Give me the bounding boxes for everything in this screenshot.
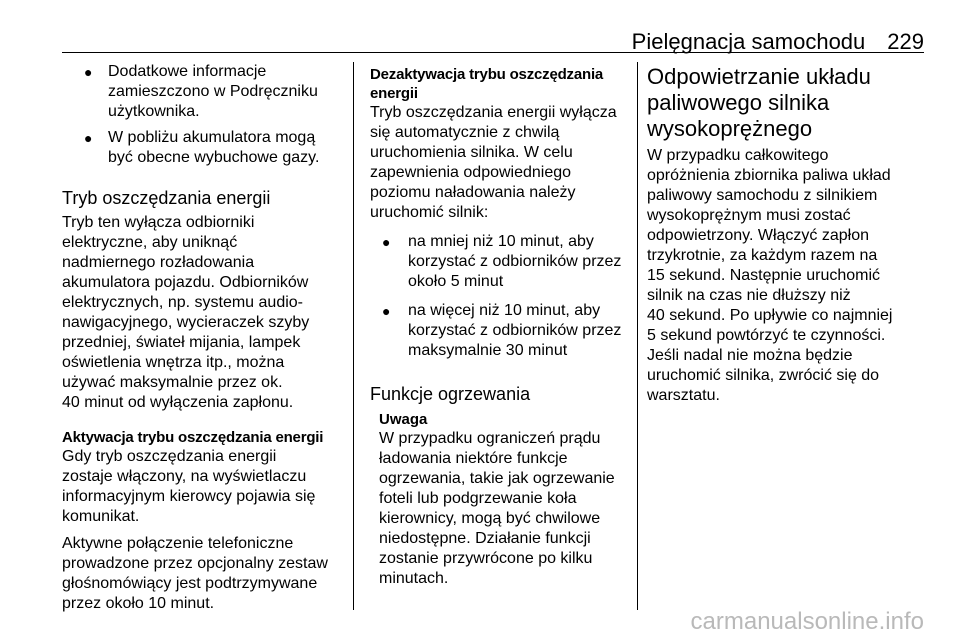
text-line: Tryb ten wyłącza odbiorniki: [62, 214, 255, 231]
phone-call-text: [62, 534, 344, 614]
column-2: [370, 62, 626, 589]
text-line: około 5 minut: [408, 273, 504, 290]
text-line: akumulatora pojazdu. Odbiorników: [62, 274, 309, 291]
text-line: nawigacyjnego, wycieraczek szyby: [62, 314, 310, 331]
text-line: poziomu naładowania należy: [370, 184, 576, 201]
text-line: opróżnienia zbiornika paliwa układ: [647, 167, 891, 184]
text-line: korzystać z odbiorników przez: [408, 322, 622, 339]
text-line: używać maksymalnie przez ok.: [62, 374, 283, 391]
bullet-item-long-run: [370, 301, 626, 361]
text-line: paliwowego silnika: [647, 90, 830, 115]
column-divider-1: [353, 62, 354, 610]
note-box: [370, 410, 626, 589]
text-line: energii: [370, 85, 418, 102]
text-line: uruchomić silnika, zwrócić się do: [647, 367, 880, 384]
text-line: uruchomić silnik:: [370, 204, 489, 221]
text-line: zapewnienia odpowiedniego: [370, 164, 572, 181]
text-line: minutach.: [379, 570, 449, 587]
text-line: W przypadku ograniczeń prądu: [379, 430, 601, 447]
text-line: korzystać z odbiorników przez: [408, 253, 622, 270]
text-line: maksymalnie 30 minut: [408, 342, 568, 359]
text-line: ogrzewania, takie jak ogrzewanie: [379, 470, 615, 487]
text-line: uruchomienia silnika. W celu: [370, 144, 573, 161]
page-header: [0, 26, 924, 58]
fuel-bleeding-text: [647, 146, 915, 406]
text-line: 15 sekund. Następnie uruchomić: [647, 267, 881, 284]
info-bullet-list: [62, 62, 344, 168]
bullet-text: Dodatkowe informacje zamieszczono w Podręczniku użytkownika.: [108, 63, 318, 120]
text-line: odpowietrzony. Włączyć zapłon: [647, 227, 870, 244]
text-line: głośnomówiący jest podtrzymywane: [62, 575, 318, 592]
text-line: Odpowietrzanie układu: [647, 64, 871, 89]
text-line: silnik na czas nie dłuższy niż: [647, 287, 851, 304]
chapter-title: Pielęgnacja samochodu: [631, 29, 866, 54]
text-line: wysokoprężnego: [647, 116, 813, 141]
text-line: oświetlenia wnętrza itp., można: [62, 354, 285, 371]
bullet-item-short-run: [370, 232, 626, 292]
text-line: na mniej niż 10 minut, aby: [408, 233, 594, 250]
text-line: trzykrotnie, za każdym razem na: [647, 247, 878, 264]
note-label: Uwaga: [379, 411, 428, 428]
text-line: zostaje włączony, na wyświetlaczu: [62, 468, 307, 485]
text-line: prowadzone przez opcjonalny zestaw: [62, 555, 328, 572]
text-line: Gdy tryb oszczędzania energii: [62, 448, 277, 465]
header-rule: [62, 52, 924, 53]
section-heading-heating: Funkcje ogrzewania: [370, 384, 531, 404]
text-line: elektryczne, aby uniknąć: [62, 234, 238, 251]
bullet-item-info: [62, 62, 344, 122]
activation-text: [62, 447, 344, 527]
text-line: przez około 10 minut.: [62, 595, 215, 612]
text-line: warsztatu.: [647, 387, 720, 404]
text-line: 40 sekund. Po upływie co najmniej: [647, 307, 893, 324]
text-line: W przypadku całkowitego: [647, 147, 829, 164]
text-line: na więcej niż 10 minut, aby: [408, 302, 601, 319]
text-line: Aktywne połączenie telefoniczne: [62, 535, 294, 552]
column-3: [647, 62, 915, 406]
subheading-deactivation: [370, 65, 626, 103]
text-line: Tryb oszczędzania energii wyłącza: [370, 104, 617, 121]
text-line: Jeśli nadal nie można będzie: [647, 347, 853, 364]
engine-run-bullet-list: [370, 232, 626, 361]
section-heading-fuel-bleeding: [647, 64, 915, 142]
text-line: Dezaktywacja trybu oszczędzania: [370, 66, 604, 83]
bullet-text: W pobliżu akumulatora mogą być obecne wybuchowe gazy.: [108, 129, 320, 166]
text-line: nadmiernego rozładowania: [62, 254, 255, 271]
bullet-item-gas: [62, 128, 344, 168]
page-number: 229: [887, 29, 924, 54]
energy-saving-intro: [62, 213, 344, 413]
column-divider-2: [637, 62, 638, 610]
text-line: 40 minut od wyłączenia zapłonu.: [62, 394, 294, 411]
note-text: [379, 429, 626, 589]
text-line: się automatycznie z chwilą: [370, 124, 560, 141]
watermark: carmanualsonline.info: [690, 608, 924, 635]
text-line: niedostępne. Działanie funkcji: [379, 530, 591, 547]
text-line: przedniej, świateł mijania, lampek: [62, 334, 301, 351]
text-line: foteli lub podgrzewanie koła: [379, 490, 577, 507]
section-heading-energy-saving: Tryb oszczędzania energii: [62, 188, 271, 208]
text-line: informacyjnym kierowcy pojawia się: [62, 488, 316, 505]
text-line: kierownicy, mogą być chwilowe: [379, 510, 601, 527]
text-line: ładowania niektóre funkcje: [379, 450, 568, 467]
subheading-activation: Aktywacja trybu oszczędzania energii: [62, 429, 324, 446]
text-line: paliwowy samochodu z silnikiem: [647, 187, 878, 204]
column-1: [62, 62, 344, 614]
text-line: komunikat.: [62, 508, 140, 525]
text-line: zostanie przywrócone po kilku: [379, 550, 593, 567]
deactivation-text: [370, 103, 626, 223]
text-line: 5 sekund powtórzyć te czynności.: [647, 327, 886, 344]
text-line: wysokoprężnym musi zostać: [647, 207, 851, 224]
text-line: elektrycznych, np. systemu audio-: [62, 294, 303, 311]
